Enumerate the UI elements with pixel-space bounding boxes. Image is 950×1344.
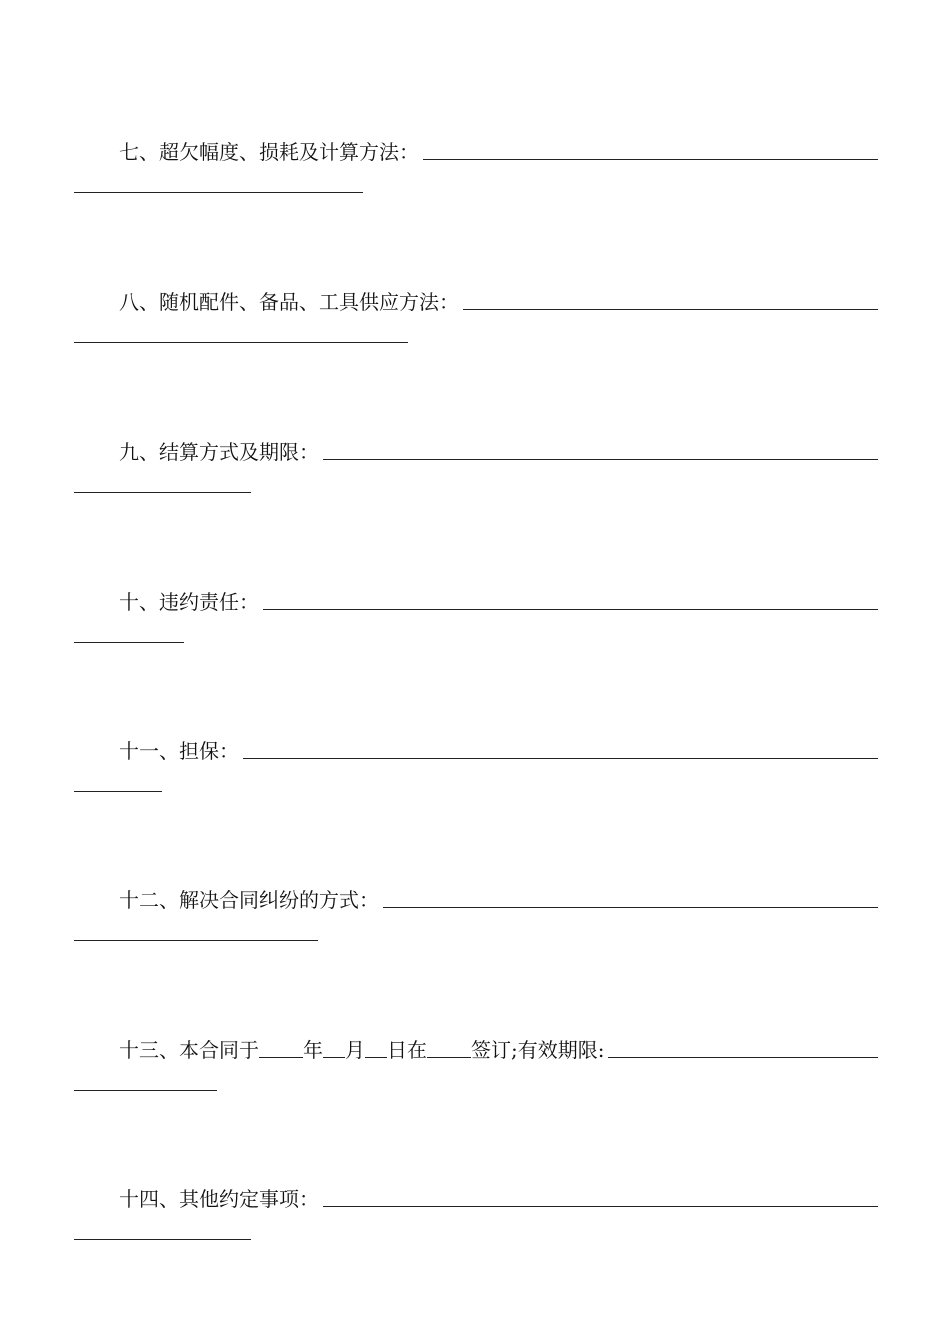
clause-11 (74, 733, 878, 853)
year-label: 年 (303, 1038, 323, 1062)
clause-8-blank-continued[interactable] (74, 342, 408, 343)
clause-12-blank-continued[interactable] (74, 940, 318, 941)
clause-11-label: 十一、担保： (119, 739, 239, 763)
clause-10-label: 十、违约责任： (119, 590, 259, 614)
clause-13-label: 十三、本合同于 (119, 1038, 259, 1062)
clause-8-blank[interactable] (463, 287, 878, 310)
place-blank[interactable] (427, 1035, 471, 1058)
clause-9-label: 九、结算方式及期限： (119, 440, 319, 464)
clause-9-blank-continued[interactable] (74, 492, 251, 493)
validity-blank[interactable] (608, 1035, 878, 1058)
clause-10-blank-continued[interactable] (74, 642, 184, 643)
clause-7-blank[interactable] (423, 137, 878, 160)
day-blank[interactable] (365, 1035, 387, 1058)
clause-10-blank[interactable] (263, 587, 878, 610)
clause-9 (74, 434, 878, 554)
clause-10 (74, 584, 878, 704)
clause-8 (74, 284, 878, 404)
clause-11-blank-continued[interactable] (74, 791, 162, 792)
clause-14-blank-continued[interactable] (74, 1239, 251, 1240)
clause-14 (74, 1181, 878, 1301)
clause-9-blank[interactable] (323, 437, 878, 460)
clause-8-label: 八、随机配件、备品、工具供应方法： (119, 290, 459, 314)
clause-7-label: 七、超欠幅度、损耗及计算方法： (119, 140, 419, 164)
month-blank[interactable] (323, 1035, 345, 1058)
clause-7 (74, 134, 878, 254)
clause-12-blank[interactable] (383, 885, 878, 908)
clause-13 (74, 1032, 878, 1152)
clause-14-blank[interactable] (323, 1184, 878, 1207)
validity-label: 签订;有效期限: (471, 1038, 605, 1062)
clause-11-blank[interactable] (243, 736, 878, 759)
year-blank[interactable] (259, 1035, 303, 1058)
month-label: 月 (345, 1038, 365, 1062)
clause-14-label: 十四、其他约定事项： (119, 1187, 319, 1211)
day-place-label: 日在 (387, 1038, 427, 1062)
clause-12 (74, 882, 878, 1002)
clause-7-blank-continued[interactable] (74, 192, 363, 193)
clause-12-label: 十二、解决合同纠纷的方式： (119, 888, 379, 912)
clause-13-blank-continued[interactable] (74, 1090, 217, 1091)
